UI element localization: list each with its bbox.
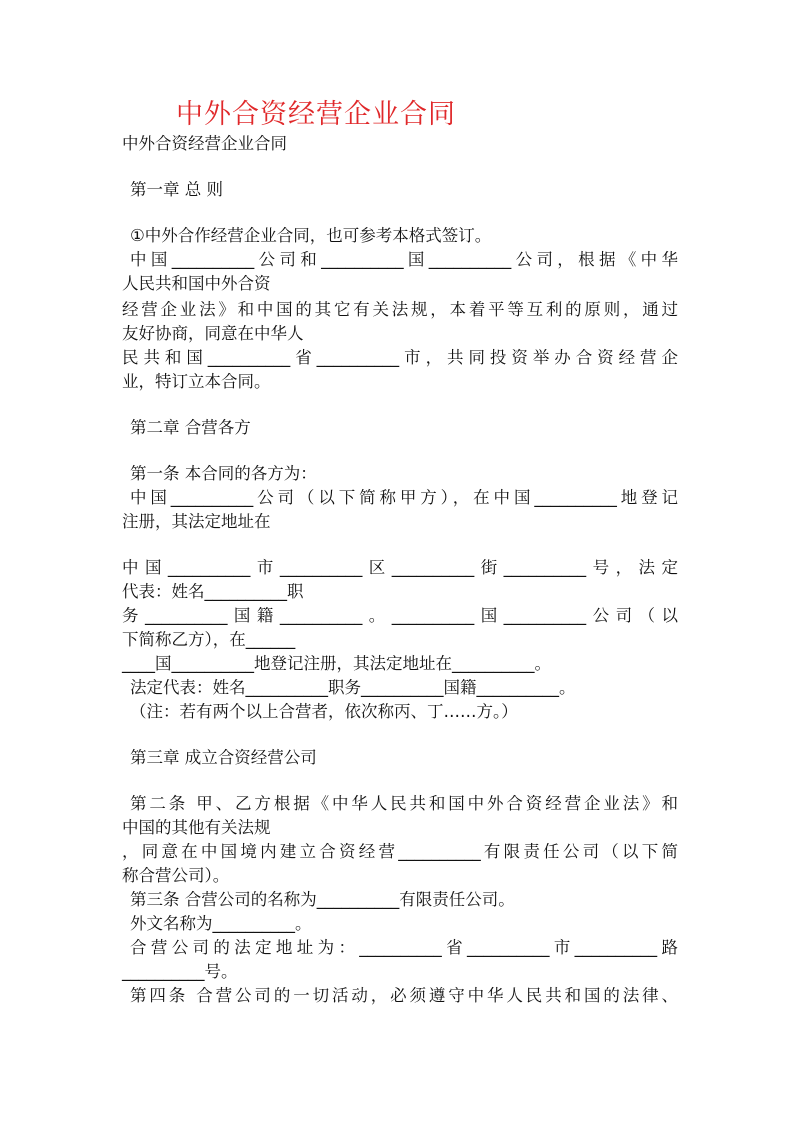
document-title: 中外合资经营企业合同: [176, 99, 456, 130]
paragraph-line: 合营公司的法定地址为：__________省__________市__________路: [130, 938, 678, 957]
paragraph-line: 称合营公司）。: [122, 866, 230, 885]
document-subtitle: 中外合资经营企业合同: [122, 134, 287, 153]
article-1-heading: 第一条 本合同的各方为：: [130, 464, 317, 483]
article-3-line: 第三条 合营公司的名称为__________有限责任公司。: [130, 890, 515, 909]
chapter-2-heading: 第二章 合营各方: [130, 418, 251, 437]
paragraph-line: 中国__________市__________区__________街__________号，法定: [122, 558, 678, 577]
paragraph-line: 中国__________公司和__________国__________公司，根据《中华: [130, 250, 678, 269]
paragraph-line: 务__________国籍__________。__________国__________公司（以: [122, 606, 678, 625]
paragraph-line: ①中外合作经营企业合同，也可参考本格式签订。: [130, 226, 492, 245]
article-4-line: 第四条 合营公司的一切活动，必须遵守中华人民共和国的法律、: [130, 986, 678, 1005]
article-2-line: 第二条 甲、乙方根据《中华人民共和国中外合资经营企业法》和: [130, 794, 678, 813]
paragraph-line: 中国__________公司（以下简称甲方），在中国__________地登记: [130, 488, 678, 507]
paragraph-line: 注册，其法定地址在: [122, 512, 271, 531]
paragraph-line: 人民共和国中外合资: [122, 274, 271, 293]
note-line: （注：若有两个以上合营者，依次称丙、丁……方。）: [130, 702, 518, 721]
chapter-1-heading: 第一章 总 则: [130, 180, 223, 199]
paragraph-line: 下简称乙方），在______: [122, 630, 296, 649]
chapter-3-heading: 第三章 成立合资经营公司: [130, 748, 317, 767]
paragraph-line: 经营企业法》和中国的其它有关法规，本着平等互利的原则，通过: [122, 300, 678, 319]
paragraph-line: ____国__________地登记注册，其法定地址在__________。: [122, 654, 551, 673]
paragraph-line: 民共和国__________省__________市，共同投资举办合资经营企: [122, 348, 678, 367]
paragraph-line: 友好协商，同意在中华人: [122, 324, 304, 343]
paragraph-line: 中国的其他有关法规: [122, 818, 271, 837]
paragraph-line: 代表：姓名__________职: [122, 582, 304, 601]
paragraph-line: 外文名称为__________。: [130, 914, 312, 933]
paragraph-line: 业，特订立本合同。: [122, 372, 271, 391]
paragraph-line: 法定代表：姓名__________职务__________国籍__________。: [130, 678, 576, 697]
paragraph-line: ，同意在中国境内建立合资经营__________有限责任公司（以下简: [122, 842, 678, 861]
paragraph-line: __________号。: [122, 962, 238, 981]
